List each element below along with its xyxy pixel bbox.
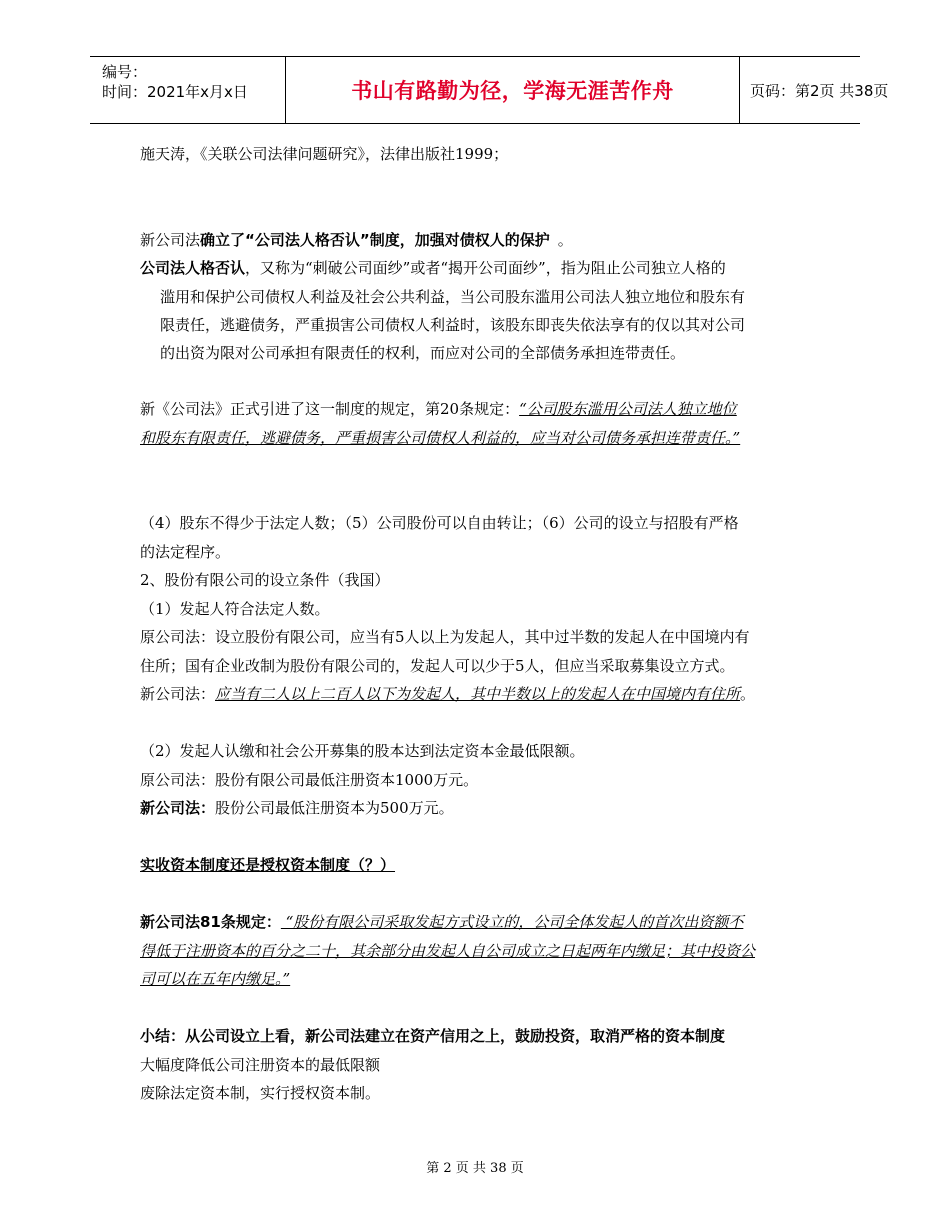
quote-segment: “公司股东滥用公司法人独立地位 — [519, 400, 737, 418]
text-segment: 。 — [740, 685, 756, 703]
new-law-founders-line — [140, 684, 755, 704]
page-header — [90, 56, 889, 124]
features-line-2: 的法定程序。 — [140, 543, 231, 561]
condition-1: （1）发起人符合法定人数。 — [140, 600, 330, 618]
article-81-line-3: 司可以在五年内缴足。” — [140, 970, 291, 988]
old-law-line-1: 原公司法：设立股份有限公司，应当有5人以上为发起人，其中过半数的发起人在中国境内有 — [140, 628, 750, 646]
page-footer: 第 2 页 共 38 页 — [426, 1161, 524, 1176]
definition-line-1 — [140, 258, 726, 278]
old-law-capital: 原公司法：股份有限公司最低注册资本1000万元。 — [140, 771, 479, 789]
bold-segment: 新公司法81条规定： — [140, 913, 281, 931]
bold-segment: 确立了“公司法人格否认”制度，加强对债权人的保护 — [200, 231, 550, 249]
text-segment: 股份公司最低注册资本为500万元。 — [215, 799, 454, 817]
features-line-1: （4）股东不得少于法定人数；（5）公司股份可以自由转让；（6）公司的设立与招股有严格 — [140, 514, 739, 532]
bold-segment: 新公司法： — [140, 799, 216, 817]
article-81-line-1 — [140, 912, 743, 932]
new-law-capital — [140, 798, 454, 818]
text-segment: 新《公司法》正式引进了这一制度的规定，第20条规定： — [140, 400, 520, 418]
article-20-line-1 — [140, 399, 737, 419]
term-bold: 公司法人格否认 — [140, 259, 246, 277]
paragraph-new-law-intro — [140, 230, 573, 250]
summary-point-2: 废除法定资本制，实行授权资本制。 — [140, 1084, 381, 1102]
article-81-line-2: 得低于注册资本的百分之二十，其余部分由发起人自公司成立之日起两年内缴足；其中投资公 — [140, 942, 756, 960]
summary-heading: 小结：从公司设立上看，新公司法建立在资产信用之上，鼓励投资，取消严格的资本制度 — [140, 1027, 726, 1045]
old-law-line-2: 住所；国有企业改制为股份有限公司的，发起人可以少于5人，但应当采取募集设立方式。 — [140, 657, 735, 675]
header-page-cell — [740, 57, 889, 123]
text-segment: ，又称为“刺破公司面纱”或者“揭开公司面纱”，指为阻止公司独立人格的 — [245, 259, 726, 277]
capital-question-heading: 实收资本制度还是授权资本制度（？） — [140, 856, 396, 874]
quote-segment: “股份有限公司采取发起方式设立的，公司全体发起人的首次出资额不 — [280, 913, 744, 931]
summary-point-1: 大幅度降低公司注册资本的最低限额 — [140, 1056, 381, 1074]
article-20-line-2: 和股东有限责任，逃避债务，严重损害公司债权人利益的，应当对公司债务承担连带责任。” — [140, 429, 741, 447]
header-motto-cell — [285, 57, 740, 123]
motto-text: 书山有路勤为径，学海无涯苦作舟 — [351, 79, 674, 103]
definition-line-4: 的出资为限对公司承担有限责任的权利，而应对公司的全部债务承担连带责任。 — [160, 344, 686, 362]
header-page-label: 页码：第2页 共38页 — [750, 81, 889, 100]
text-segment: 新公司法 — [140, 231, 201, 249]
section-heading-2: 2、股份有限公司的设立条件（我国） — [140, 571, 390, 589]
quote-segment: 应当有二人以上二百人以下为发起人，其中半数以上的发起人在中国境内有住所 — [215, 685, 741, 703]
header-meta — [90, 57, 285, 123]
definition-line-2: 滥用和保护公司债权人利益及社会公共利益，当公司股东滥用公司法人独立地位和股东有 — [160, 288, 746, 306]
text-segment: 。 — [557, 231, 573, 249]
text-segment: 新公司法： — [140, 685, 216, 703]
condition-2: （2）发起人认缴和社会公开募集的股本达到法定资本金最低限额。 — [140, 742, 585, 760]
reference-line: 施天涛，《关联公司法律问题研究》，法律出版社1999； — [140, 145, 509, 163]
number-label: 编号： — [102, 63, 148, 81]
time-label: 时间：2021年x月x日 — [102, 83, 248, 101]
definition-line-3: 限责任，逃避债务，严重损害公司债权人利益时，该股东即丧失依法享有的仅以其对公司 — [160, 316, 746, 334]
